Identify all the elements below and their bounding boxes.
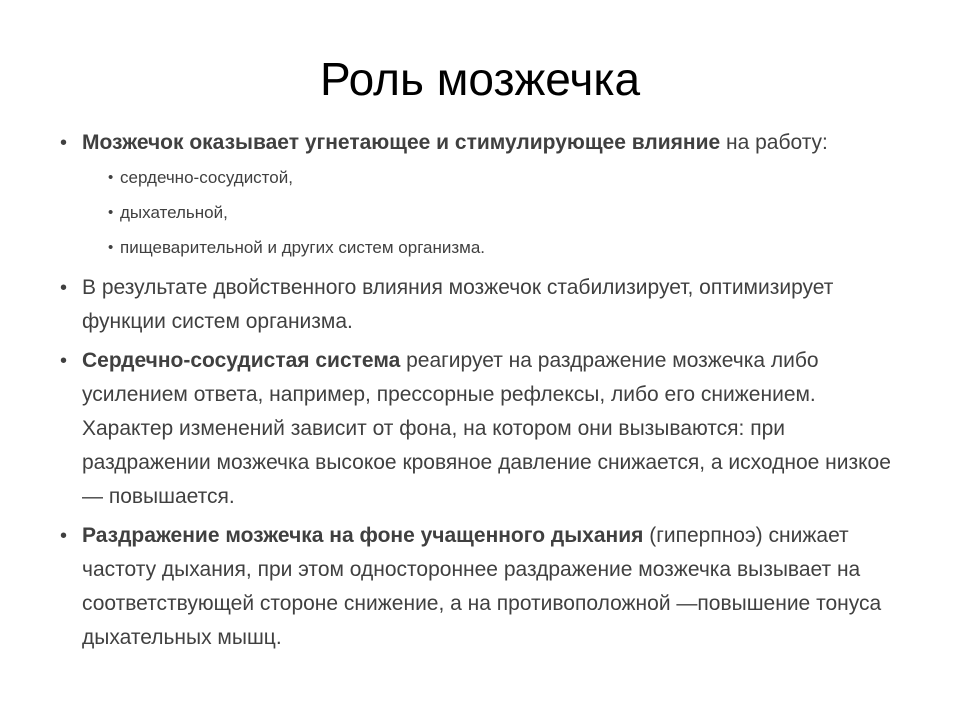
bullet-point-1: [58, 126, 908, 160]
sub-bullet-2: [58, 201, 908, 225]
point-1-text: на работу:: [720, 131, 828, 154]
sub-bullet-text: пищеварительной и других систем организма.: [120, 238, 486, 257]
point-1-bold: Мозжечок оказывает угнетающее и стимулирующее влияние: [82, 131, 721, 154]
sub-bullet-3: [58, 236, 908, 260]
sub-bullet-1: [58, 166, 908, 190]
bullet-icon: •: [60, 277, 68, 299]
slide-body: [58, 126, 908, 660]
bullet-icon: •: [108, 169, 114, 186]
sublist-systems: [58, 166, 908, 260]
sub-bullet-text: сердечно-сосудистой,: [120, 168, 293, 187]
bullet-icon: •: [108, 239, 114, 256]
bullet-icon: •: [60, 525, 68, 547]
bullet-icon: •: [60, 132, 68, 154]
point-3-text: реагирует на раздражение мозжечка либо усилением ответа, например, прессорные рефлексы, либо его снижением. Характер изменений зависит от фона, на котором они вызываются: при раздражении мозжечка высокое кровяное давление снижается, а исходное низкое — повышается.: [82, 349, 891, 508]
sub-bullet-text: дыхательной,: [120, 203, 228, 222]
point-4-text: (гиперпноэ) снижает частоту дыхания, при этом одностороннее раздражение мозжечка вызывает на соответствующей стороне снижение, а на противоположной —повышение тонуса дыхательных мышц.: [82, 524, 882, 649]
point-2-text: В результате двойственного влияния мозжечок стабилизирует, оптимизирует функции систем организма.: [82, 276, 834, 333]
bullet-point-3: [58, 344, 908, 514]
bullet-point-2: [58, 271, 908, 339]
point-4-bold: Раздражение мозжечка на фоне учащенного дыхания: [82, 524, 644, 547]
slide-title: Роль мозжечка: [319, 53, 641, 105]
bullet-point-4: [58, 519, 908, 655]
point-3-bold: Сердечно-сосудистая система: [82, 349, 401, 372]
bullet-icon: •: [108, 204, 114, 221]
bullet-icon: •: [60, 350, 68, 372]
